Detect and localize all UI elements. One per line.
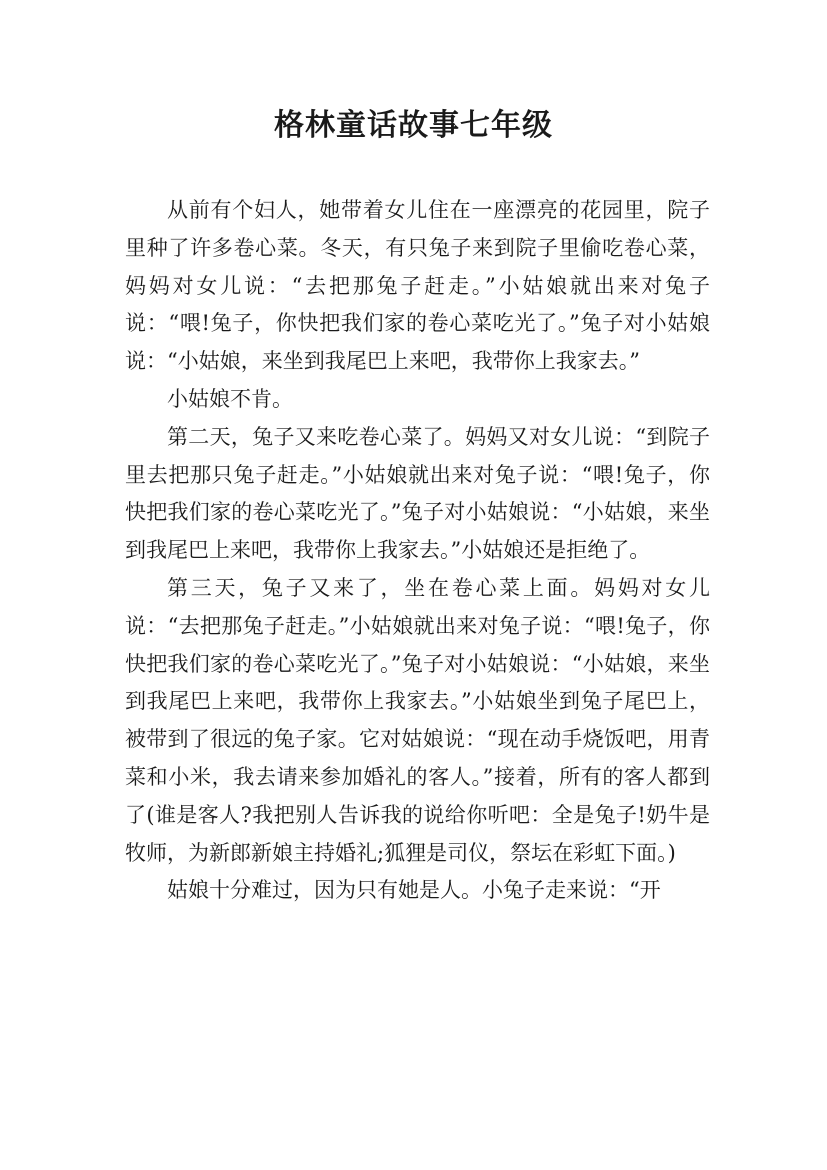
paragraph-2: 小姑娘不肯。	[167, 386, 293, 411]
document-body	[125, 192, 710, 910]
paragraph-5: 姑娘十分难过，因为只有她是人。小兔子走来说：“开	[167, 878, 661, 903]
document-title: 格林童话故事七年级	[274, 108, 553, 143]
paragraph-4: 第三天，兔子又来了，坐在卷心菜上面。妈妈对女儿说：“去把那兔子赶走。”小姑娘就出来对兔子说：“喂!兔子，你快把我们家的卷心菜吃光了。”兔子对小姑娘说：“小姑娘，来坐到我尾巴上来吧，我带你上我家去。”小姑娘坐到兔子尾巴上，被带到了很远的兔子家。它对姑娘说：“现在动手烧饭吧，用青菜和小米，我去请来参加婚礼的客人。”接着，所有的客人都到了(谁是客人?我把别人告诉我的说给你听吧：全是兔子!奶牛是牧师，为新郎新娘主持婚礼;狐狸是司仪，祭坛在彩虹下面。)	[125, 575, 710, 865]
paragraph-3: 第二天，兔子又来吃卷心菜了。妈妈又对女儿说：“到院子里去把那只兔子赶走。”小姑娘就出来对兔子说：“喂!兔子，你快把我们家的卷心菜吃光了。”兔子对小姑娘说：“小姑娘，来坐到我尾巴上来吧，我带你上我家去。”小姑娘还是拒绝了。	[125, 424, 710, 563]
paragraph-1: 从前有个妇人，她带着女儿住在一座漂亮的花园里，院子里种了许多卷心菜。冬天，有只兔子来到院子里偷吃卷心菜，妈妈对女儿说：“去把那兔子赶走。”小姑娘就出来对兔子说：“喂!兔子，你快把我们家的卷心菜吃光了。”兔子对小姑娘说：“小姑娘，来坐到我尾巴上来吧，我带你上我家去。”	[125, 198, 710, 374]
